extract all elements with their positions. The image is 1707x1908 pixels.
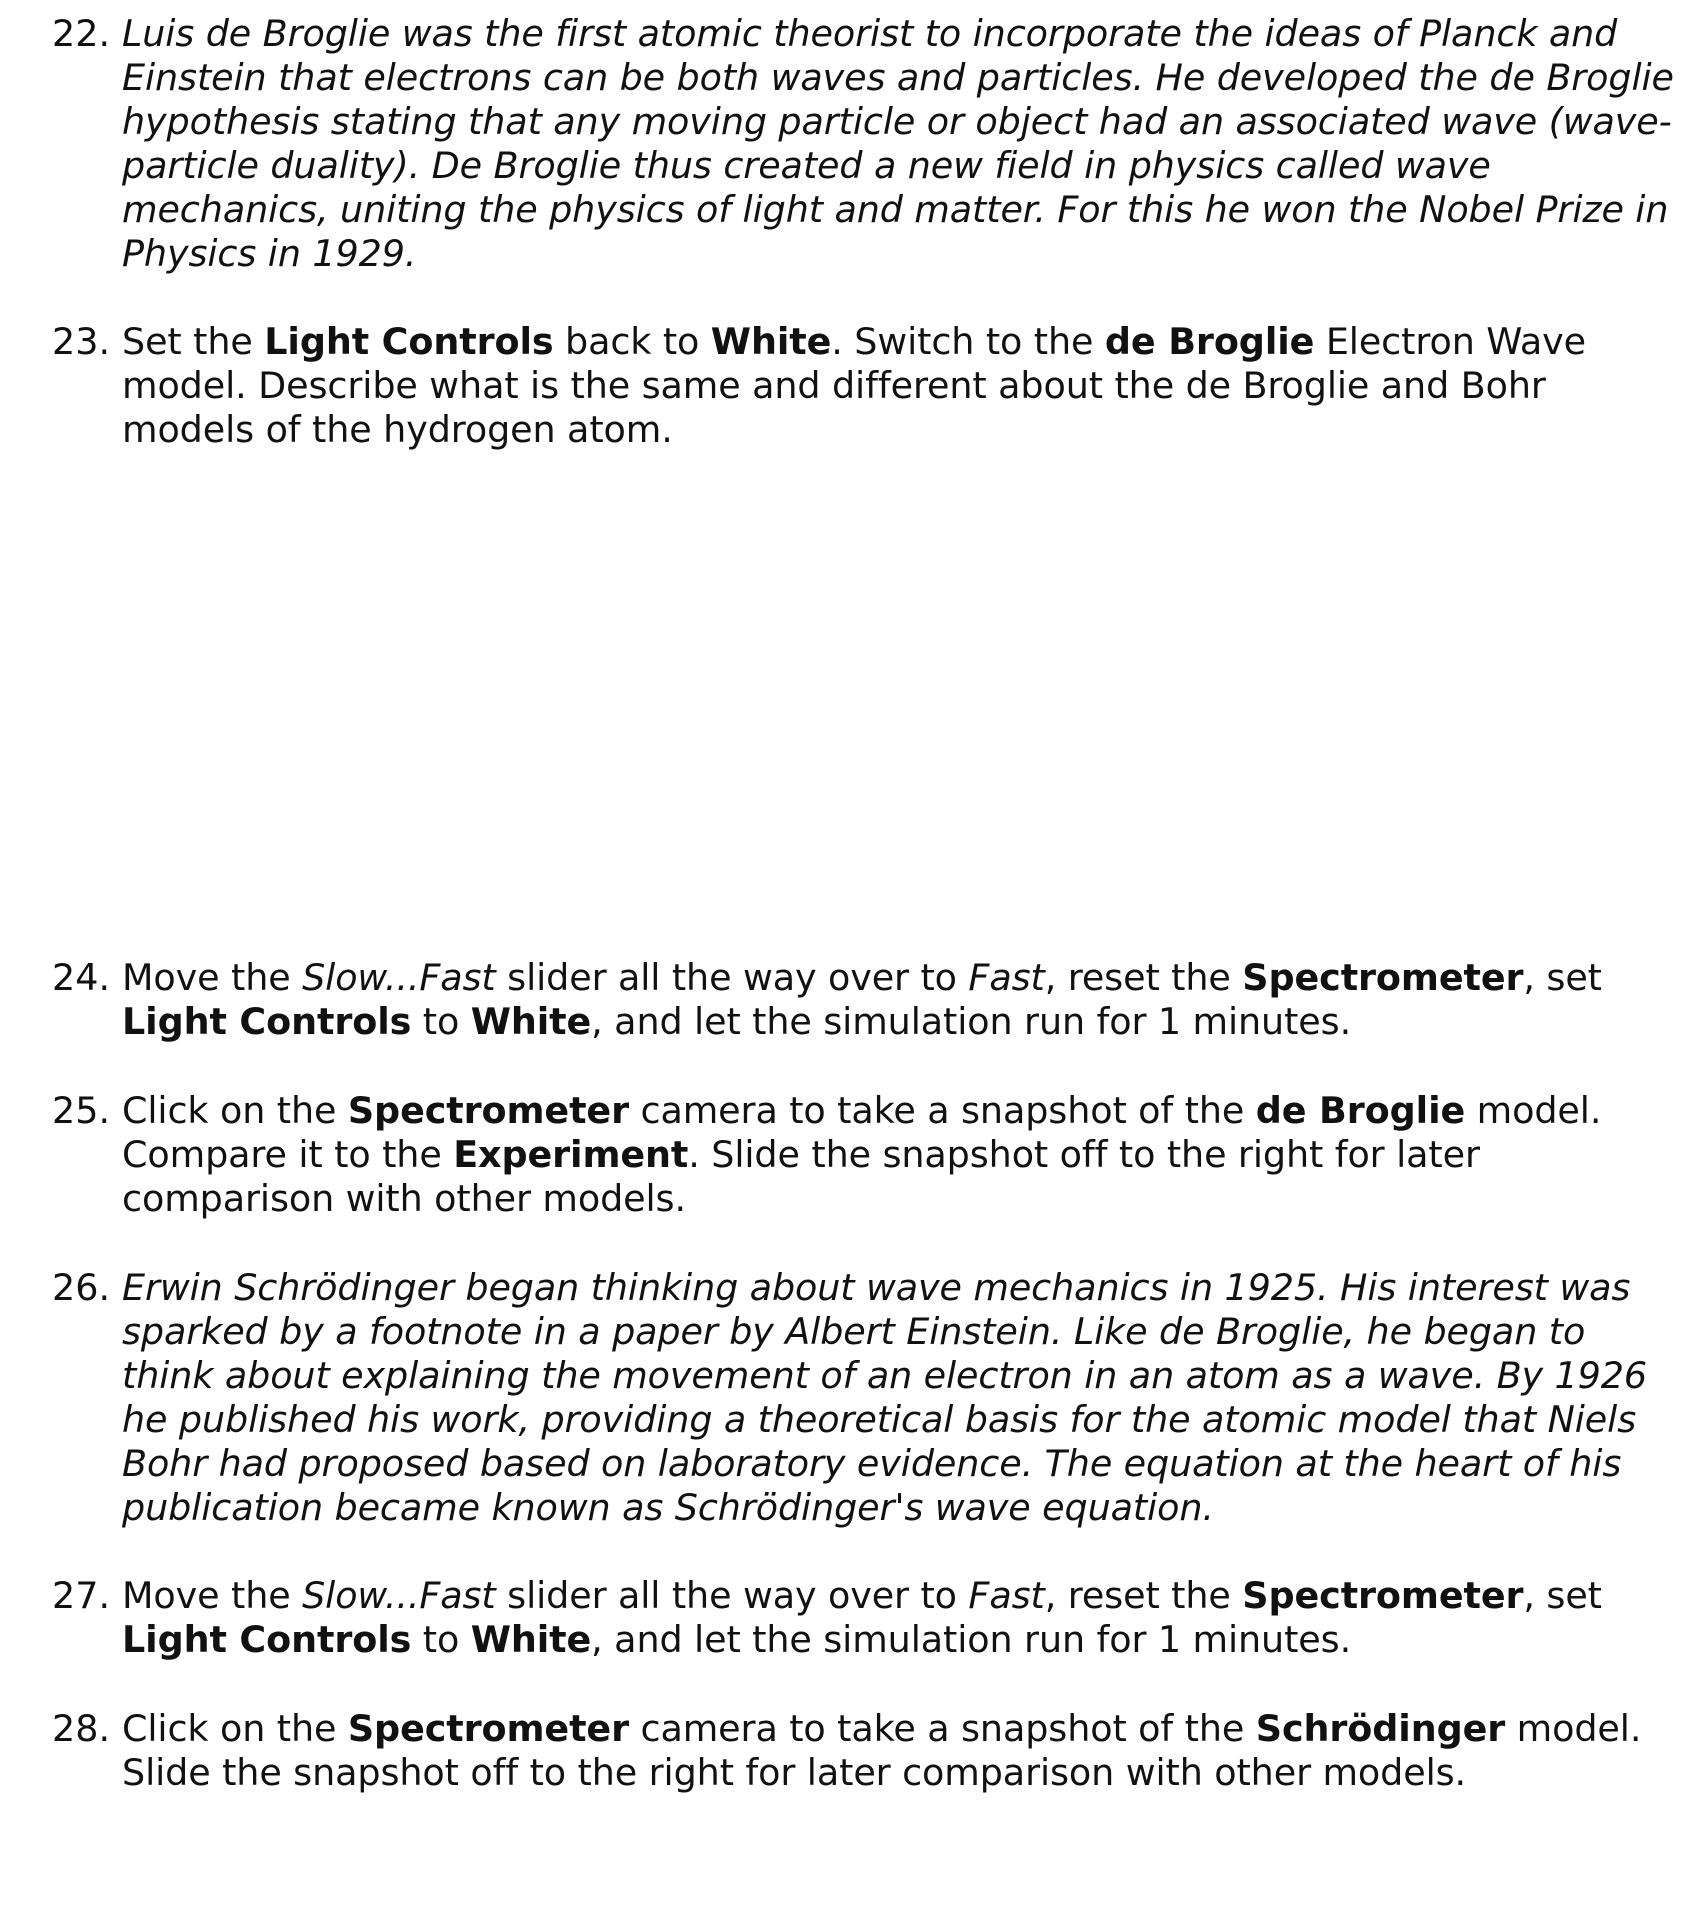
text-run: camera to take a snapshot of the — [628, 1707, 1256, 1750]
item-number: 26. — [52, 1266, 111, 1309]
item-number: 27. — [52, 1574, 111, 1617]
bold-term: Spectrometer — [1242, 1574, 1524, 1617]
text-run: , set — [1523, 956, 1602, 999]
item-text — [122, 956, 1677, 1044]
text-run: Set the — [122, 320, 265, 363]
text-run: to — [411, 1618, 471, 1661]
text-run: slider all the way over to — [495, 1574, 969, 1617]
text-run: Move the — [122, 1574, 303, 1617]
bold-term: Light Controls — [264, 320, 554, 363]
bold-term: Experiment — [453, 1133, 689, 1176]
text-run: Move the — [122, 956, 303, 999]
bold-term: White — [470, 1618, 592, 1661]
list-item-28 — [52, 1707, 1652, 1795]
text-run: , and let the simulation run for 1 minutes. — [591, 1618, 1352, 1661]
text-run: . Slide the snapshot off to the right for later comparison with other models. — [122, 1133, 1480, 1220]
history-paragraph: Luis de Broglie was the first atomic theorist to incorporate the ideas of Planck and Einstein that electrons can be both waves and particles. He developed the de Broglie hypothesis stating that any moving particle or object had an associated wave (wave-particle duality). De Broglie thus created a new field in physics called wave mechanics, uniting the physics of light and matter. For this he won the Nobel Prize in Physics in 1929. — [122, 12, 1674, 275]
list-item-23 — [52, 320, 1652, 452]
text-run: , set — [1523, 1574, 1602, 1617]
list-item-25 — [52, 1089, 1652, 1221]
text-run: Click on the — [122, 1089, 348, 1132]
item-text — [122, 1574, 1677, 1662]
item-number: 28. — [52, 1707, 111, 1750]
text-run: Click on the — [122, 1707, 348, 1750]
item-number: 23. — [52, 320, 111, 363]
list-item-27 — [52, 1574, 1652, 1662]
italic-term: Slow...Fast — [302, 1574, 496, 1617]
item-text — [122, 12, 1677, 276]
history-paragraph: Erwin Schrödinger began thinking about wave mechanics in 1925. His interest was sparked by a footnote in a paper by Albert Einstein. Like de Broglie, he began to think about explaining the movement of an electron in an atom as a wave. By 1926 he published his work, providing a theoretical basis for the atomic model that Niels Bohr had proposed based on laboratory evidence. The equation at the heart of his publication became known as Schrödinger's wave equation. — [122, 1266, 1648, 1529]
item-text — [122, 1707, 1677, 1795]
list-item-22 — [52, 12, 1674, 276]
list-item-24 — [52, 956, 1652, 1044]
bold-term: de Broglie — [1104, 320, 1315, 363]
item-number: 24. — [52, 956, 111, 999]
item-text — [122, 1266, 1677, 1530]
text-run: camera to take a snapshot of the — [628, 1089, 1256, 1132]
bold-term: Spectrometer — [1242, 956, 1524, 999]
item-number: 25. — [52, 1089, 111, 1132]
bold-term: Light Controls — [122, 1618, 412, 1661]
bold-term: White — [710, 320, 832, 363]
text-run: , reset the — [1044, 1574, 1243, 1617]
bold-term: Spectrometer — [347, 1089, 629, 1132]
text-run: to — [411, 1000, 471, 1043]
text-run: . Switch to the — [831, 320, 1105, 363]
text-run: , and let the simulation run for 1 minutes. — [591, 1000, 1352, 1043]
item-text — [122, 320, 1677, 452]
italic-term: Slow...Fast — [302, 956, 496, 999]
bold-term: de Broglie — [1255, 1089, 1466, 1132]
text-run: slider all the way over to — [495, 956, 969, 999]
bold-term: Spectrometer — [347, 1707, 629, 1750]
text-run: model. Compare it to the — [122, 1089, 1602, 1176]
item-text — [122, 1089, 1677, 1221]
bold-term: White — [470, 1000, 592, 1043]
list-item-26 — [52, 1266, 1652, 1530]
bold-term: Schrödinger — [1255, 1707, 1506, 1750]
italic-term: Fast — [968, 956, 1045, 999]
text-run: , reset the — [1044, 956, 1243, 999]
bold-term: Light Controls — [122, 1000, 412, 1043]
text-run: Electron Wave model. Describe what is the same and different about the de Broglie and Bohr models of the hydrogen atom. — [122, 320, 1587, 451]
text-run: back to — [553, 320, 711, 363]
italic-term: Fast — [968, 1574, 1045, 1617]
item-number: 22. — [52, 12, 111, 55]
text-run: model. Slide the snapshot off to the right for later comparison with other models. — [122, 1707, 1642, 1794]
